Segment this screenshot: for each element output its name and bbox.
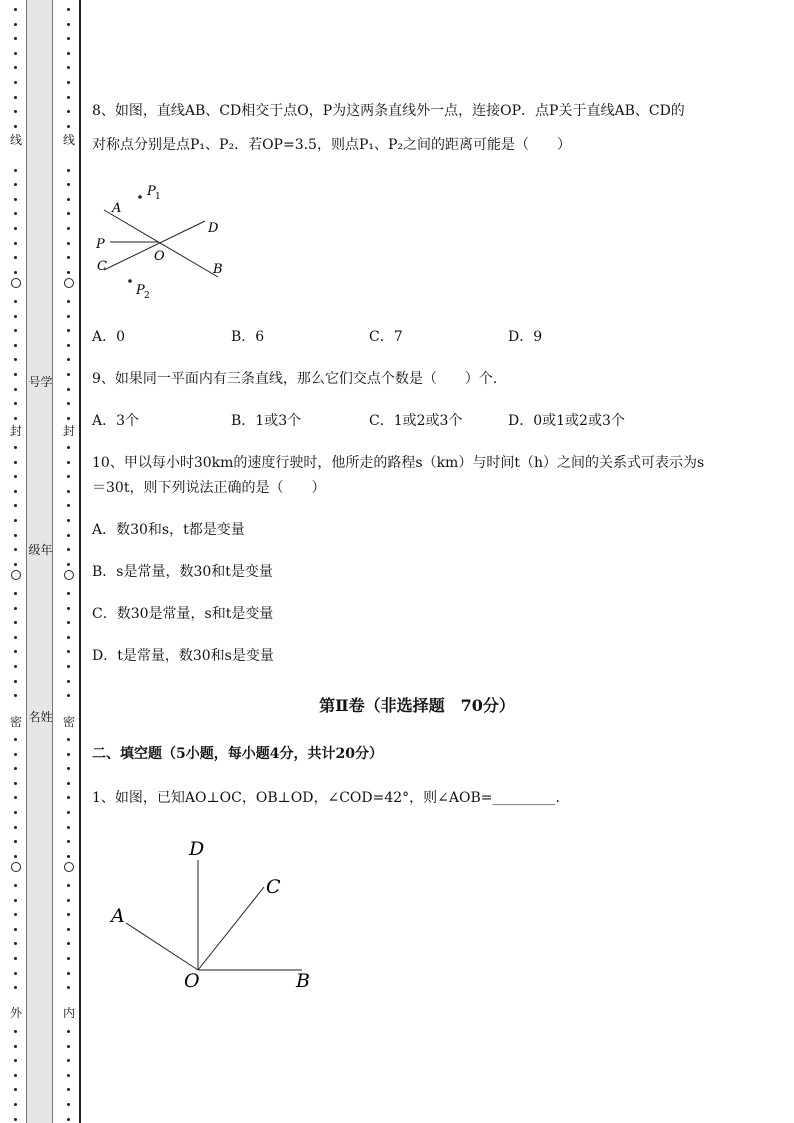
binding-dot	[14, 826, 17, 829]
binding-dot	[67, 52, 70, 55]
binding-dot	[67, 227, 70, 230]
q8-option-c[interactable]: C．7	[369, 329, 403, 345]
binding-dot	[67, 315, 70, 318]
q8-option-d[interactable]: D．9	[508, 329, 543, 345]
binding-dot	[67, 110, 70, 113]
binding-dot	[67, 461, 70, 464]
binding-mark: 密	[9, 715, 22, 729]
binding-dot	[14, 621, 17, 624]
binding-dot	[67, 796, 70, 799]
binding-dot	[67, 738, 70, 741]
q10-option-a[interactable]: A．数30和s，t都是变量	[92, 522, 245, 538]
binding-dot	[67, 96, 70, 99]
binding-dot	[14, 563, 17, 566]
binding-dot	[14, 344, 17, 347]
binding-dot	[14, 446, 17, 449]
binding-dot	[14, 8, 17, 11]
q10-option-d[interactable]: D．t是常量，数30和s是变量	[92, 648, 274, 664]
binding-dot	[14, 636, 17, 639]
binding-dot	[67, 1030, 70, 1033]
binding-dot	[14, 519, 17, 522]
binding-dot	[67, 665, 70, 668]
label-b: B	[296, 970, 310, 992]
label-p: P	[96, 237, 105, 252]
binding-dot	[14, 767, 17, 770]
binding-dot	[14, 256, 17, 259]
binding-dot	[67, 1118, 70, 1121]
binding-dot	[67, 300, 70, 303]
binding-dot	[14, 358, 17, 361]
binding-circle	[64, 570, 74, 580]
label-p2-sub: 2	[144, 291, 150, 301]
binding-dot	[14, 986, 17, 989]
binding-dot	[67, 329, 70, 332]
binding-dot	[67, 694, 70, 697]
binding-dot	[67, 986, 70, 989]
binding-dot	[14, 607, 17, 610]
binding-dot	[14, 242, 17, 245]
label-p1: P	[147, 184, 156, 199]
strip-label-name: 名姓	[28, 710, 53, 724]
binding-dot	[14, 1059, 17, 1062]
binding-dot	[67, 942, 70, 945]
binding-dot	[14, 329, 17, 332]
binding-dot	[14, 373, 17, 376]
binding-dot	[14, 1030, 17, 1033]
binding-dot	[67, 417, 70, 420]
binding-dot	[67, 855, 70, 858]
binding-dot	[67, 753, 70, 756]
binding-dot	[14, 942, 17, 945]
label-d: D	[189, 838, 205, 860]
binding-dot	[67, 66, 70, 69]
binding-mark: 封	[9, 424, 22, 438]
binding-dot	[14, 855, 17, 858]
binding-dot	[67, 212, 70, 215]
label-p1-sub: 1	[155, 192, 161, 202]
binding-dot	[67, 607, 70, 610]
binding-dot	[14, 899, 17, 902]
left-dotted-line	[10, 0, 22, 1123]
binding-dot	[67, 650, 70, 653]
binding-circle	[64, 278, 74, 288]
binding-mark: 线	[9, 133, 22, 147]
binding-dot	[14, 315, 17, 318]
binding-dot	[14, 212, 17, 215]
binding-dot	[67, 373, 70, 376]
q9-option-a[interactable]: A．3个	[92, 413, 140, 429]
binding-dot	[67, 475, 70, 478]
binding-dot	[67, 782, 70, 785]
binding-dot	[67, 402, 70, 405]
label-o: O	[154, 249, 165, 264]
binding-dot	[14, 1118, 17, 1121]
binding-dot	[67, 8, 70, 11]
binding-dot	[67, 169, 70, 172]
binding-dot	[14, 37, 17, 40]
binding-dot	[67, 519, 70, 522]
binding-dot	[14, 592, 17, 595]
binding-dot	[67, 563, 70, 566]
binding-circle	[64, 862, 74, 872]
binding-dot	[14, 52, 17, 55]
binding-dot	[67, 1059, 70, 1062]
binding-dot	[67, 1045, 70, 1048]
binding-dot	[14, 388, 17, 391]
binding-circle	[11, 570, 21, 580]
binding-dot	[14, 227, 17, 230]
binding-dot	[67, 840, 70, 843]
binding-dot	[67, 826, 70, 829]
binding-dot	[14, 1088, 17, 1091]
binding-dot	[14, 23, 17, 26]
binding-dot	[67, 548, 70, 551]
label-o: O	[184, 970, 200, 992]
binding-dot	[67, 534, 70, 537]
binding-dot	[14, 169, 17, 172]
binding-margin	[0, 0, 82, 1123]
binding-dot	[67, 344, 70, 347]
binding-dot	[67, 23, 70, 26]
strip-label-grade: 级年	[28, 543, 53, 557]
binding-dot	[14, 650, 17, 653]
q9-option-c[interactable]: C．1或2或3个	[369, 413, 463, 429]
strip-label-student-number: 号学	[28, 375, 53, 389]
binding-mark: 封	[62, 424, 75, 438]
binding-dot	[14, 884, 17, 887]
binding-dot	[14, 66, 17, 69]
label-a: A	[111, 905, 125, 927]
label-d: D	[208, 221, 219, 236]
binding-dot	[67, 125, 70, 128]
binding-dot	[67, 37, 70, 40]
binding-dot	[14, 753, 17, 756]
label-b: B	[213, 262, 223, 277]
label-p2: P	[136, 283, 145, 298]
binding-dot	[14, 198, 17, 201]
binding-dot	[67, 358, 70, 361]
binding-dot	[67, 1103, 70, 1106]
binding-dot	[14, 811, 17, 814]
binding-dot	[14, 417, 17, 420]
binding-dot	[14, 81, 17, 84]
binding-dot	[67, 490, 70, 493]
binding-dot	[14, 665, 17, 668]
binding-dot	[14, 694, 17, 697]
binding-dot	[67, 271, 70, 274]
binding-dot	[14, 1045, 17, 1048]
binding-dot	[67, 81, 70, 84]
binding-dot	[14, 402, 17, 405]
binding-dot	[14, 548, 17, 551]
binding-dot	[67, 1088, 70, 1091]
binding-dot	[67, 446, 70, 449]
binding-dot	[14, 680, 17, 683]
binding-dot	[14, 96, 17, 99]
binding-dot	[67, 680, 70, 683]
binding-dot	[14, 738, 17, 741]
binding-dot	[14, 796, 17, 799]
binding-mark: 内	[62, 1006, 75, 1020]
binding-dot	[14, 957, 17, 960]
binding-dot	[67, 767, 70, 770]
binding-dot	[67, 1074, 70, 1077]
binding-circle	[11, 278, 21, 288]
binding-dot	[67, 621, 70, 624]
binding-dot	[14, 110, 17, 113]
margin-border-line	[79, 0, 81, 1123]
binding-dot	[14, 271, 17, 274]
binding-dot	[14, 913, 17, 916]
binding-dot	[14, 300, 17, 303]
binding-mark: 外	[9, 1006, 22, 1020]
binding-dot	[14, 1103, 17, 1106]
binding-dot	[67, 928, 70, 931]
q9-text: 9、如果同一平面内有三条直线，那么它们交点个数是（ ）个．	[92, 371, 507, 387]
binding-dot	[67, 256, 70, 259]
binding-dot	[14, 840, 17, 843]
binding-dot	[14, 461, 17, 464]
label-c: C	[266, 876, 281, 898]
q8-option-b[interactable]: B．6	[231, 329, 265, 345]
line-ab	[104, 210, 218, 277]
q10-option-b[interactable]: B．s是常量，数30和t是变量	[92, 564, 273, 580]
ray-oc	[198, 887, 264, 970]
fill-blank-section-heading: 二、填空题（5小题，每小题4分，共计20分）	[92, 746, 383, 762]
binding-dot	[14, 1074, 17, 1077]
binding-dot	[67, 913, 70, 916]
point-p1	[138, 195, 142, 199]
right-dotted-line	[63, 0, 75, 1123]
binding-mark: 密	[62, 715, 75, 729]
binding-dot	[14, 972, 17, 975]
q8-option-a[interactable]: A．0	[92, 329, 126, 345]
q9-option-d[interactable]: D．0或1或2或3个	[508, 413, 625, 429]
binding-dot	[67, 504, 70, 507]
binding-dot	[67, 899, 70, 902]
binding-dot	[67, 636, 70, 639]
binding-dot	[67, 972, 70, 975]
binding-dot	[14, 125, 17, 128]
binding-dot	[67, 198, 70, 201]
ray-oa	[126, 923, 198, 970]
binding-mark: 线	[62, 133, 75, 147]
label-a: A	[112, 201, 122, 216]
binding-dot	[14, 534, 17, 537]
student-info-strip	[26, 0, 53, 1123]
q8-text-line2: 对称点分别是点P₁、P₂．若OP=3.5，则点P₁、P₂之间的距离可能是（ ）	[92, 137, 572, 153]
q10-text-line1: 10、甲以每小时30km的速度行驶时，他所走的路程s（km）与时间t（h）之间的关系式可表示为s	[92, 455, 705, 471]
binding-dot	[67, 388, 70, 391]
part2-title: 第Ⅱ卷（非选择题 70分）	[319, 696, 515, 715]
q8-text-line1: 8、如图，直线AB、CD相交于点O，P为这两条直线外一点，连接OP．点P关于直线AB、CD的	[92, 103, 685, 119]
binding-dot	[67, 811, 70, 814]
binding-dot	[67, 592, 70, 595]
label-c: C	[97, 259, 107, 274]
binding-dot	[14, 490, 17, 493]
binding-dot	[67, 957, 70, 960]
q10-text-line2: ＝30t，则下列说法正确的是（ ）	[92, 480, 326, 496]
binding-dot	[14, 475, 17, 478]
fill1-text: 1、如图，已知AO⊥OC，OB⊥OD，∠COD=42°，则∠AOB=_________.	[92, 790, 560, 806]
point-p2	[128, 279, 132, 283]
q9-option-b[interactable]: B．1或3个	[231, 413, 302, 429]
q8-figure	[92, 180, 252, 305]
fill1-figure	[100, 835, 330, 1000]
binding-dot	[14, 782, 17, 785]
q10-option-c[interactable]: C．数30是常量，s和t是变量	[92, 606, 274, 622]
binding-circle	[11, 862, 21, 872]
binding-dot	[67, 242, 70, 245]
binding-dot	[14, 183, 17, 186]
binding-dot	[14, 928, 17, 931]
binding-dot	[67, 183, 70, 186]
binding-dot	[14, 504, 17, 507]
binding-dot	[67, 884, 70, 887]
